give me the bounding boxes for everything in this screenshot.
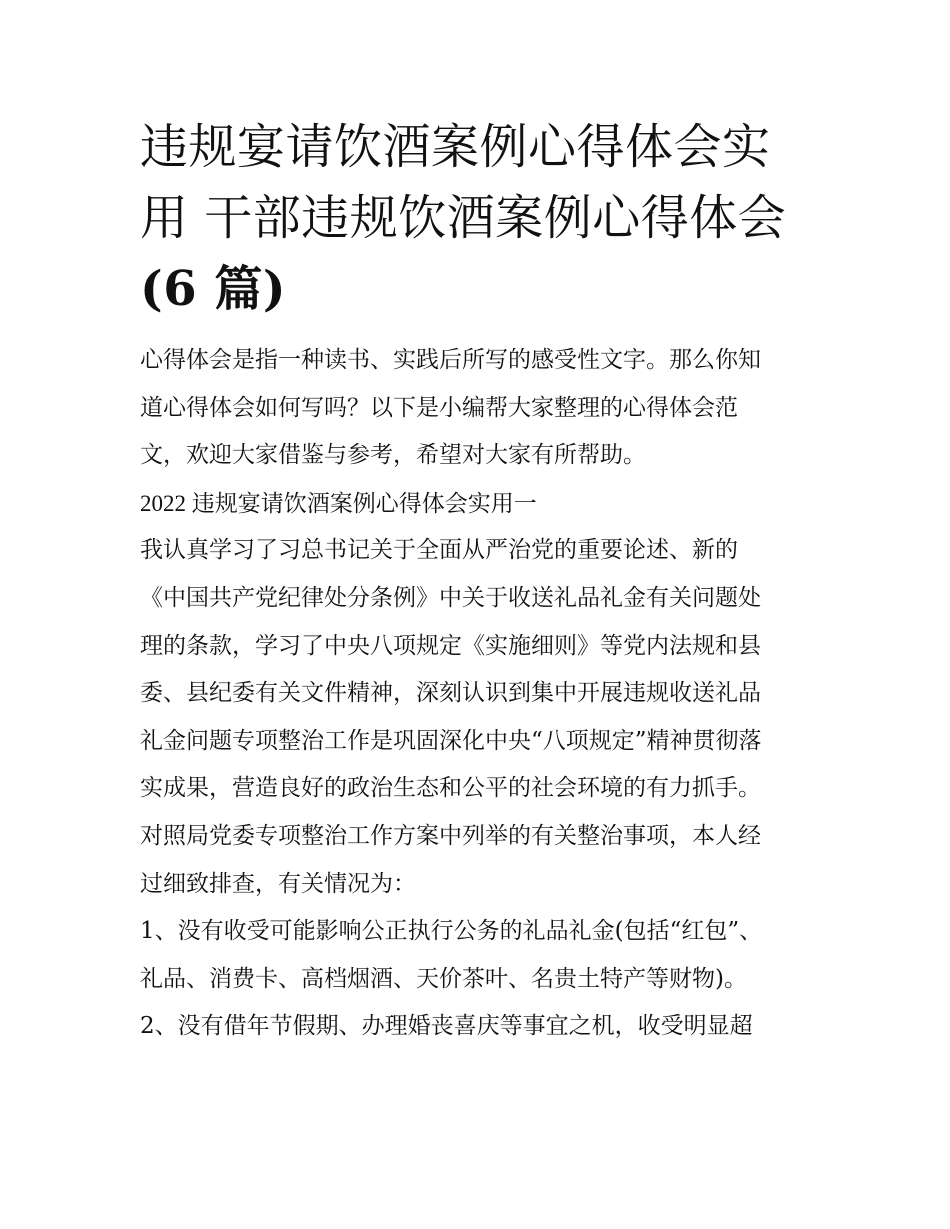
document-title — [140, 112, 820, 325]
text-line: 委、县纪委有关文件精神，深刻认识到集中开展违规收送礼品 — [140, 680, 761, 707]
title-line: 违规宴请饮酒案例心得体会实 — [140, 119, 771, 175]
list-item-2 — [140, 1003, 820, 1051]
text-line: 《中国共产党纪律处分条例》中关于收送礼品礼金有关问题处 — [140, 584, 761, 611]
text-line: 对照局党委专项整治工作方案中列举的有关整治事项，本人经 — [140, 822, 761, 849]
title-line: (6 篇) — [140, 261, 287, 317]
text-line: 道心得体会如何写吗？以下是小编帮大家整理的心得体会范 — [140, 394, 738, 421]
text-line: 文，欢迎大家借鉴与参考，希望对大家有所帮助。 — [140, 442, 646, 469]
document-body — [140, 337, 820, 1051]
text-line: 实成果，营造良好的政治生态和公平的社会环境的有力抓手。 — [140, 775, 761, 802]
section-heading — [140, 480, 820, 528]
title-line: 用 干部违规饮酒案例心得体会 — [140, 190, 787, 246]
text-line: 2、没有借年节假期、办理婚丧喜庆等事宜之机，收受明显超 — [140, 1013, 753, 1040]
intro-paragraph — [140, 337, 820, 480]
text-line: 礼金问题专项整治工作是巩固深化中央“八项规定”精神贯彻落 — [140, 727, 762, 754]
text-line: 2022 违规宴请饮酒案例心得体会实用一 — [140, 490, 537, 516]
text-line: 过细致排查，有关情况为： — [140, 870, 416, 897]
text-line: 心得体会是指一种读书、实践后所写的感受性文字。那么你知 — [140, 347, 761, 373]
text-line: 1、没有收受可能影响公正执行公务的礼品礼金(包括“红包”、 — [140, 918, 763, 945]
list-item-1 — [140, 908, 820, 1003]
text-line: 理的条款，学习了中央八项规定《实施细则》等党内法规和县 — [140, 632, 761, 659]
text-line: 我认真学习了习总书记关于全面从严治党的重要论述、新的 — [140, 537, 738, 564]
body-paragraph — [140, 527, 820, 908]
document-page — [140, 112, 820, 1051]
text-line: 礼品、消费卡、高档烟酒、天价茶叶、名贵土特产等财物)。 — [140, 965, 747, 992]
